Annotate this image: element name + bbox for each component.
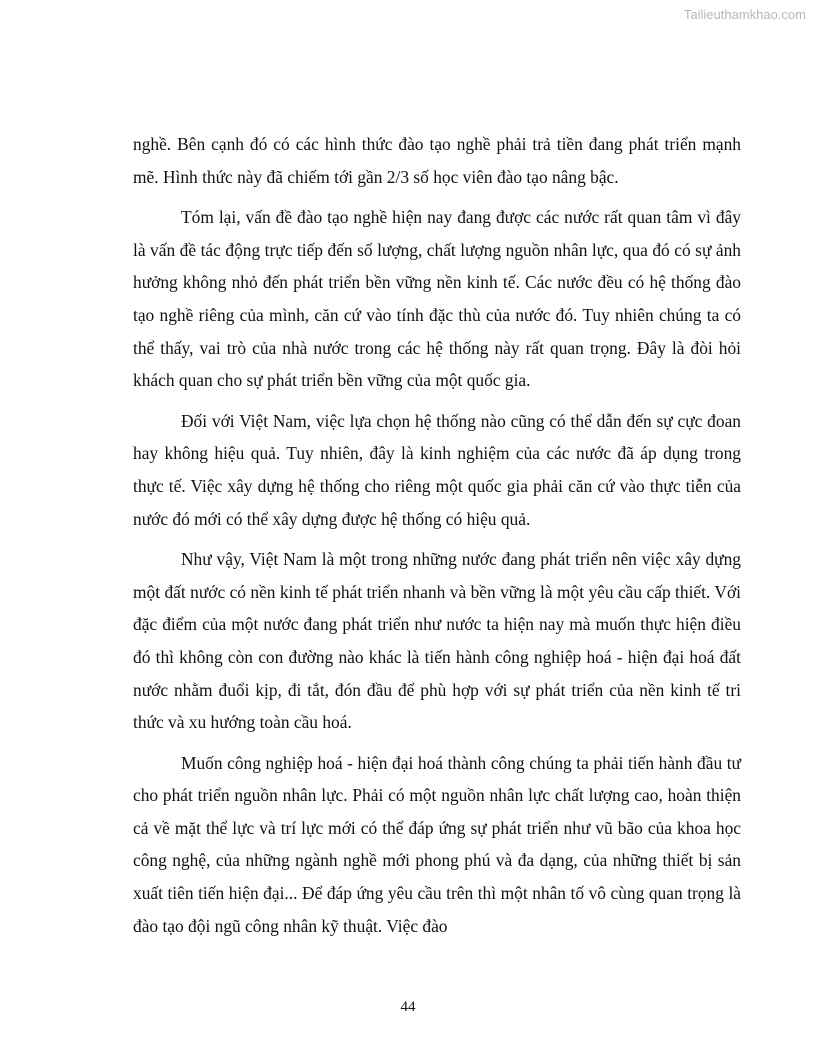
document-body bbox=[133, 128, 741, 950]
paragraph-continuation: nghề. Bên cạnh đó có các hình thức đào tạo nghề phải trả tiền đang phát triển mạnh mẽ. Hình thức này đã chiếm tới gần 2/3 số học viên đào tạo nâng bậc. bbox=[133, 134, 741, 187]
watermark-text: Tailieuthamkhao.com bbox=[683, 7, 806, 22]
page-number: 44 bbox=[400, 999, 416, 1015]
paragraph-industrialization: Muốn công nghiệp hoá - hiện đại hoá thành công chúng ta phải tiến hành đầu tư cho phát triển nguồn nhân lực. Phải có một nguồn nhân lực chất lượng cao, hoàn thiện cả về mặt thể lực và trí lực mới có thể đáp ứng sự phát triển như vũ bão của khoa học công nghệ, của những ngành nghề mới phong phú và đa dạng, của những thiết bị sản xuất tiên tiến hiện đại... Để đáp ứng yêu cầu trên thì một nhân tố vô cùng quan trọng là đào tạo đội ngũ công nhân kỹ thuật. Việc đào bbox=[133, 752, 741, 936]
paragraph-summary: Tóm lại, vấn đề đào tạo nghề hiện nay đang được các nước rất quan tâm vì đây là vấn đề tác động trực tiếp đến số lượng, chất lượng nguồn nhân lực, qua đó có sự ảnh hưởng không nhỏ đến phát triển bền vững nền kinh tế. Các nước đều có hệ thống đào tạo nghề riêng của mình, căn cứ vào tính đặc thù của nước đó. Tuy nhiên chúng ta có thể thấy, vai trò của nhà nước trong các hệ thống này rất quan trọng. Đây là đòi hỏi khách quan cho sự phát triển bền vững của một quốc gia. bbox=[133, 207, 741, 391]
paragraph-development: Như vậy, Việt Nam là một trong những nước đang phát triển nên việc xây dựng một đất nước có nền kinh tế phát triển nhanh và bền vững là một yêu cầu cấp thiết. Với đặc điểm của một nước đang phát triển như nước ta hiện nay mà muốn thực hiện điều đó thì không còn con đường nào khác là tiến hành công nghiệp hoá - hiện đại hoá đất nước nhằm đuổi kịp, đi tắt, đón đầu để phù hợp với sự phát triển của nền kinh tế tri thức và xu hướng toàn cầu hoá. bbox=[133, 549, 741, 733]
paragraph-vietnam-systems: Đối với Việt Nam, việc lựa chọn hệ thống nào cũng có thể dẫn đến sự cực đoan hay không hiệu quả. Tuy nhiên, đây là kinh nghiệm của các nước đã áp dụng trong thực tế. Việc xây dựng hệ thống cho riêng một quốc gia phải căn cứ vào thực tiễn của nước đó mới có thể xây dựng được hệ thống có hiệu quả. bbox=[133, 410, 741, 529]
